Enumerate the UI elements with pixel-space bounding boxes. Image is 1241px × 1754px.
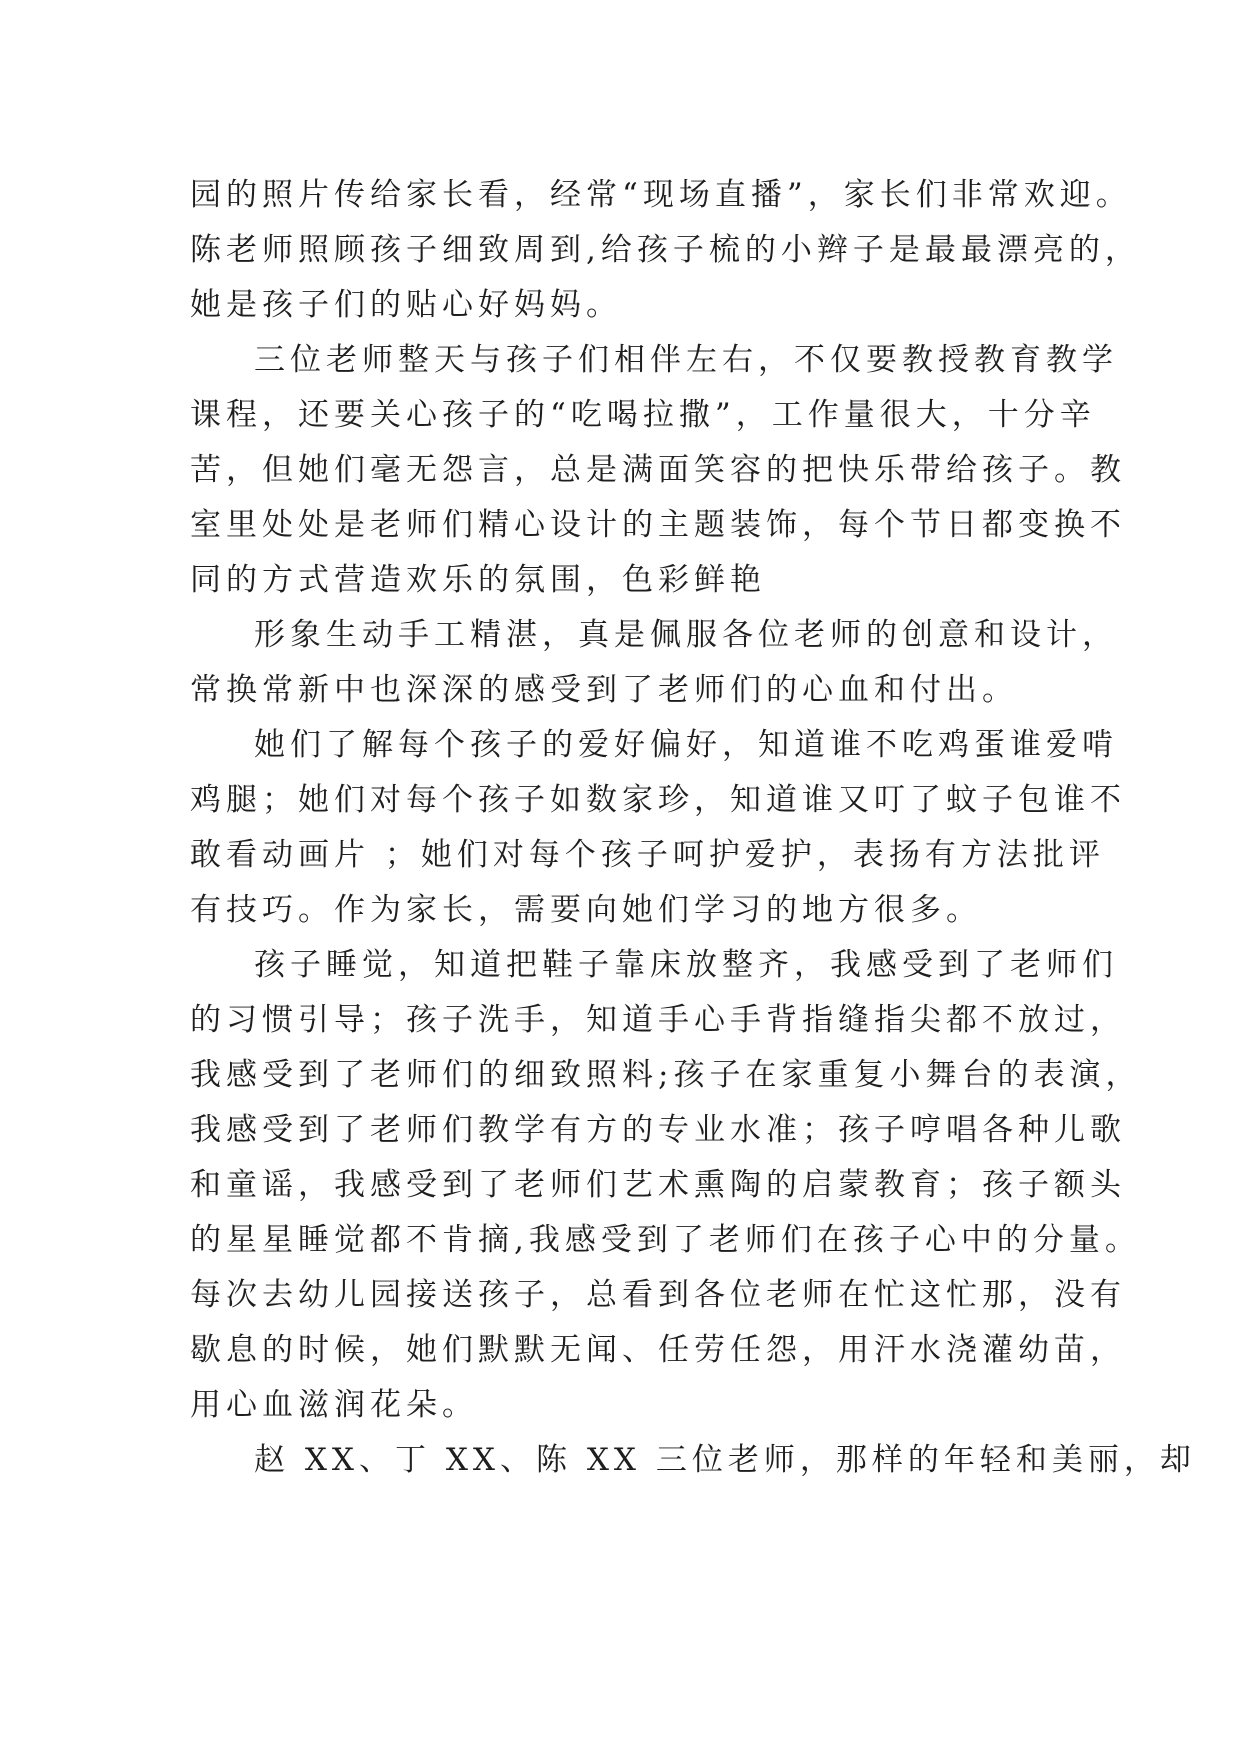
text-line: 每次去幼儿园接送孩子，总看到各位老师在忙这忙那，没有 — [190, 1277, 1126, 1313]
text-line: 常换常新中也深深的感受到了老师们的心血和付出。 — [190, 672, 1018, 708]
text-line: 苦，但她们毫无怨言，总是满面笑容的把快乐带给孩子。教 — [190, 452, 1126, 488]
text-line: 敢看动画片 ；她们对每个孩子呵护爱护，表扬有方法批评 — [190, 837, 1105, 873]
text-line: 她是孩子们的贴心好妈妈。 — [190, 287, 622, 323]
text-line: 的星星睡觉都不肯摘,我感受到了老师们在孩子心中的分量。 — [190, 1222, 1141, 1258]
text-line: 有技巧。作为家长，需要向她们学习的地方很多。 — [190, 892, 982, 928]
paragraph-first-line: 她们了解每个孩子的爱好偏好，知道谁不吃鸡蛋谁爱啃 — [254, 727, 1118, 763]
text-line: 同的方式营造欢乐的氛围，色彩鲜艳 — [190, 562, 766, 598]
text-line: 室里处处是老师们精心设计的主题装饰，每个节日都变换不 — [190, 507, 1126, 543]
text-line: 和童谣，我感受到了老师们艺术熏陶的启蒙教育；孩子额头 — [190, 1167, 1126, 1203]
text-line: 歇息的时候，她们默默无闻、任劳任怨，用汗水浇灌幼苗， — [190, 1332, 1126, 1368]
paragraph-first-line: 孩子睡觉，知道把鞋子靠床放整齐，我感受到了老师们 — [254, 947, 1118, 983]
paragraph-first-line: 三位老师整天与孩子们相伴左右，不仅要教授教育教学 — [254, 342, 1118, 378]
paragraph-first-line: 形象生动手工精湛，真是佩服各位老师的创意和设计， — [254, 617, 1118, 653]
text-line: 鸡腿；她们对每个孩子如数家珍，知道谁又叮了蚊子包谁不 — [190, 782, 1126, 818]
paragraph-first-line: 赵 XX、丁 XX、陈 XX 三位老师，那样的年轻和美丽，却 — [254, 1442, 1196, 1478]
text-line: 陈老师照顾孩子细致周到,给孩子梳的小辫子是最最漂亮的， — [190, 232, 1141, 268]
text-line: 课程，还要关心孩子的“吃喝拉撒”，工作量很大，十分辛 — [190, 397, 1096, 433]
text-line: 用心血滋润花朵。 — [190, 1387, 478, 1423]
text-line: 我感受到了老师们教学有方的专业水准；孩子哼唱各种儿歌 — [190, 1112, 1126, 1148]
text-line: 园的照片传给家长看，经常“现场直播”，家长们非常欢迎。 — [190, 177, 1132, 213]
text-line: 的习惯引导；孩子洗手，知道手心手背指缝指尖都不放过， — [190, 1002, 1126, 1038]
text-line: 我感受到了老师们的细致照料;孩子在家重复小舞台的表演， — [190, 1057, 1142, 1093]
